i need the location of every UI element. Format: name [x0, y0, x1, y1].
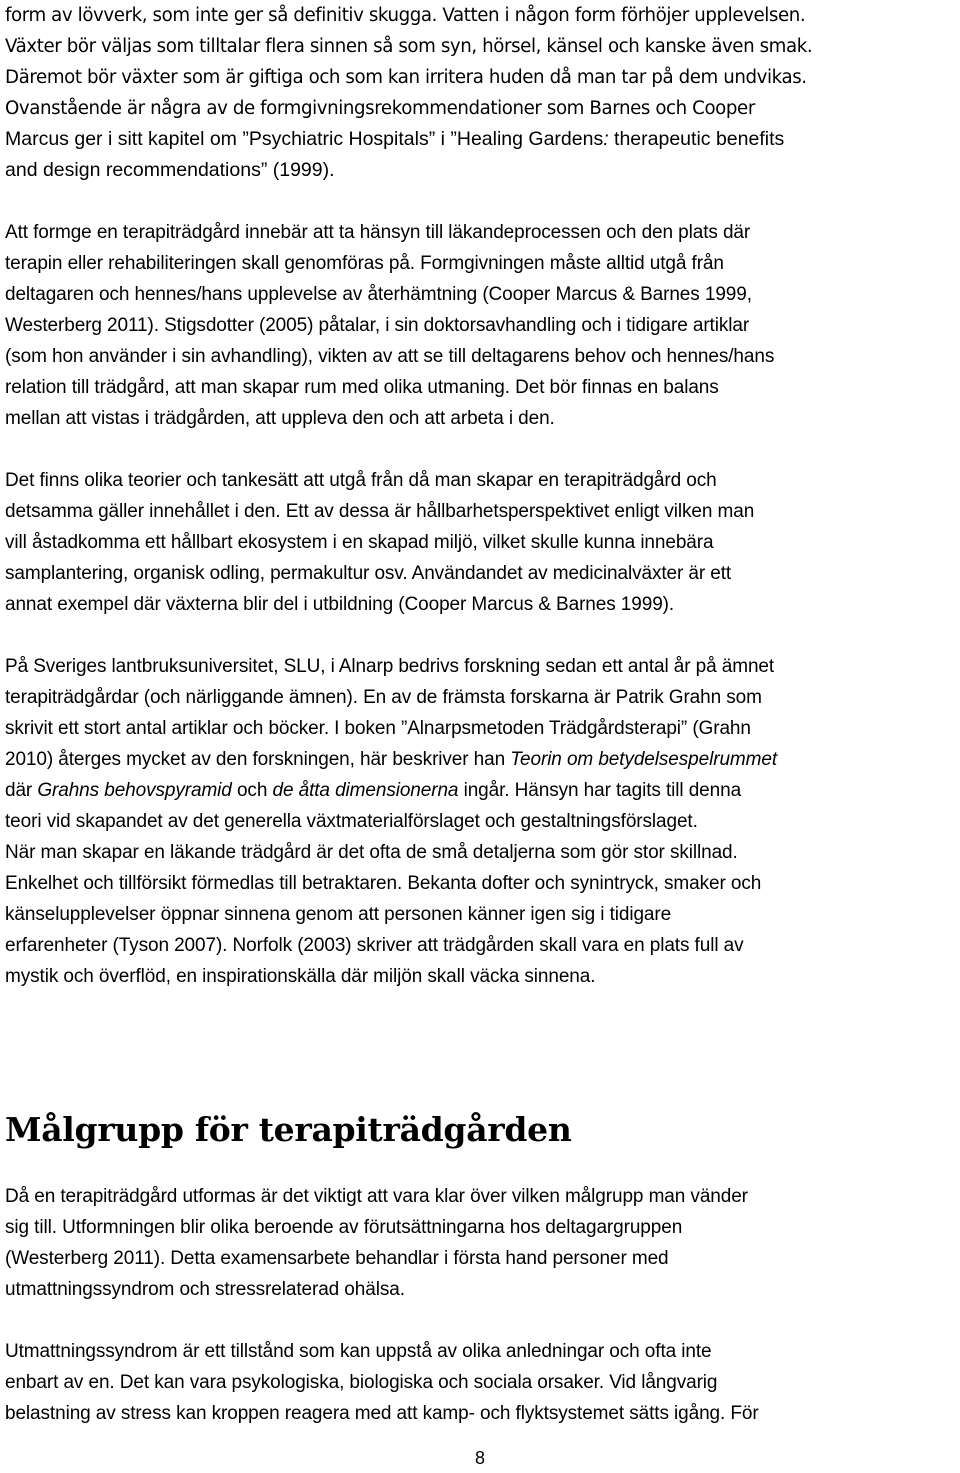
text-line: (Westerberg 2011). Detta examensarbete behandlar i första hand personer med — [5, 1248, 669, 1269]
text-line: Ovanstående är några av de formgivningsrekommendationer som Barnes och Cooper — [5, 98, 755, 119]
text-span: ingår. Hänsyn har tagits till denna — [458, 780, 742, 801]
text-span: therapeutic benefits — [614, 128, 785, 150]
text-line: relation till trädgård, att man skapar rum med olika utmaning. Det bör finnas en balans — [5, 377, 719, 398]
paragraph-design-recommendations — [5, 0, 955, 186]
italic-text: Grahns behovspyramid — [37, 780, 232, 801]
text-line: and design recommendations” (1999). — [5, 159, 335, 181]
paragraph-exhaustion-syndrome — [5, 1336, 955, 1429]
text-line: vill åstadkomma ett hållbart ekosystem i en skapad miljö, vilket skulle kunna innebära — [5, 532, 714, 553]
text-line: När man skapar en läkande trädgård är det ofta de små detaljerna som gör stor skillnad. — [5, 842, 738, 863]
text-line: På Sveriges lantbruksuniversitet, SLU, i Alnarp bedrivs forskning sedan ett antal år på ämnet — [5, 656, 775, 677]
text-line — [5, 775, 955, 806]
section-heading: Målgrupp för terapiträdgården — [5, 1110, 572, 1149]
text-line: Att formge en terapiträdgård innebär att ta hänsyn till läkandeprocessen och den plats där — [5, 222, 751, 243]
text-line: Utmattningssyndrom är ett tillstånd som kan uppstå av olika anledningar och ofta inte — [5, 1341, 712, 1362]
page-number: 8 — [474, 1448, 485, 1468]
italic-text: de åtta dimensionerna — [272, 780, 459, 801]
paragraph-slu-research — [5, 651, 955, 992]
text-span: och — [231, 780, 273, 801]
text-line: samplantering, organisk odling, permakultur osv. Användandet av medicinalväxter är ett — [5, 563, 732, 584]
text-span: Marcus ger i sitt kapitel om ”Psychiatric Hospitals” i ”Healing Gardens — [5, 128, 604, 150]
text-line: enbart av en. Det kan vara psykologiska, biologiska och sociala orsaker. Vid långvarig — [5, 1372, 718, 1393]
text-line: terapin eller rehabiliteringen skall genomföras på. Formgivningen måste alltid utgå från — [5, 253, 724, 274]
text-span: 2010) återges mycket av den forskningen, här beskriver han — [5, 749, 511, 770]
text-span: där — [5, 780, 38, 801]
text-line: Det finns olika teorier och tankesätt att utgå från då man skapar en terapiträdgård och — [5, 470, 717, 491]
text-line: sig till. Utformningen blir olika beroende av förutsättningarna hos deltagargruppen — [5, 1217, 683, 1238]
text-line — [5, 744, 955, 775]
text-line: Enkelhet och tillförsikt förmedlas till betraktaren. Bekanta dofter och synintryck, smaker och — [5, 873, 762, 894]
paragraph-target-group — [5, 1181, 955, 1305]
text-line: annat exempel där växterna blir del i utbildning (Cooper Marcus & Barnes 1999). — [5, 594, 675, 615]
text-line: mystik och överflöd, en inspirationskälla där miljön skall väcka sinnena. — [5, 966, 596, 987]
text-line: teori vid skapandet av det generella växtmaterialförslaget och gestaltningsförslaget. — [5, 811, 698, 832]
text-line: mellan att vistas i trädgården, att uppleva den och att arbeta i den. — [5, 408, 555, 429]
text-line: Däremot bör växter som är giftiga och som kan irritera huden då man tar på dem undvikas. — [5, 67, 807, 88]
paragraph-theories — [5, 465, 955, 620]
text-line: skrivit ett stort antal artiklar och böcker. I boken ”Alnarpsmetoden Trädgårdsterapi” (Grahn — [5, 718, 751, 739]
text-line: form av lövverk, som inte ger så definitiv skugga. Vatten i någon form förhöjer upplevelsen. — [5, 5, 806, 26]
text-line: känselupplevelser öppnar sinnena genom att personen känner igen sig i tidigare — [5, 904, 672, 925]
text-line — [5, 124, 955, 155]
text-line: Westerberg 2011). Stigsdotter (2005) påtalar, i sin doktorsavhandling och i tidigare artiklar — [5, 315, 750, 336]
paragraph-therapy-garden-design — [5, 217, 955, 434]
text-line: Växter bör väljas som tilltalar flera sinnen så som syn, hörsel, känsel och kanske även smak. — [5, 36, 813, 57]
text-line: terapiträdgårdar (och närliggande ämnen). En av de främsta forskarna är Patrik Grahn som — [5, 687, 762, 708]
text-line: Då en terapiträdgård utformas är det viktigt att vara klar över vilken målgrupp man vänder — [5, 1186, 748, 1207]
text-line: utmattningssyndrom och stressrelaterad ohälsa. — [5, 1279, 405, 1300]
italic-text: : — [603, 128, 615, 150]
text-line: deltagaren och hennes/hans upplevelse av återhämtning (Cooper Marcus & Barnes 1999, — [5, 284, 752, 305]
italic-text: Teorin om betydelsespelrummet — [510, 749, 778, 770]
text-line: belastning av stress kan kroppen reagera med att kamp- och flyktsystemet sätts igång. För — [5, 1403, 759, 1424]
text-line: erfarenheter (Tyson 2007). Norfolk (2003) skriver att trädgården skall vara en plats full av — [5, 935, 744, 956]
text-line: detsamma gäller innehållet i den. Ett av dessa är hållbarhetsperspektivet enligt vilken man — [5, 501, 755, 522]
document-page — [5, 0, 955, 1429]
text-line: (som hon använder i sin avhandling), vikten av att se till deltagarens behov och hennes/hans — [5, 346, 775, 367]
